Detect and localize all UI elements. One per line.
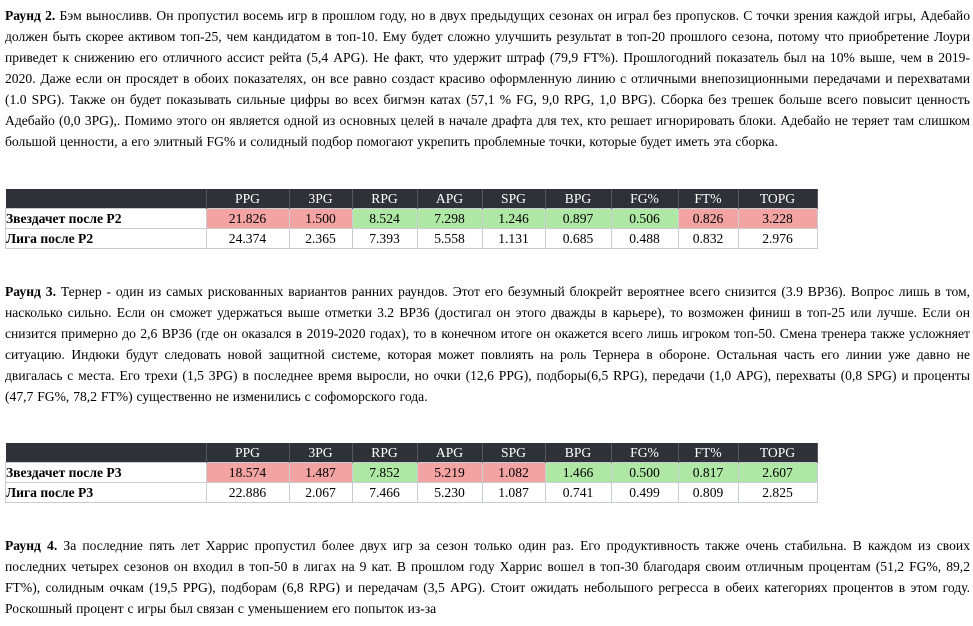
row-label: Звездачет после Р2 [6, 209, 207, 229]
stats-table-round2 [5, 189, 818, 249]
cell-topg: 2.607 [738, 463, 817, 483]
cell-bpg: 0.685 [545, 229, 611, 249]
cell-fg: 0.488 [611, 229, 678, 249]
cell-ppg: 21.826 [206, 209, 289, 229]
col-apg: APG [417, 443, 482, 463]
cell-ppg: 24.374 [206, 229, 289, 249]
cell-3pg: 2.365 [289, 229, 352, 249]
cell-ft: 0.817 [678, 463, 738, 483]
cell-fg: 0.500 [611, 463, 678, 483]
col-apg: APG [417, 189, 482, 209]
col-ppg: PPG [206, 189, 289, 209]
col-topg: TOPG [738, 189, 817, 209]
round4-heading: Раунд 4. [5, 538, 58, 553]
col-rpg: RPG [352, 443, 417, 463]
col-spg: SPG [482, 443, 545, 463]
col-bpg: BPG [545, 443, 611, 463]
cell-topg: 2.825 [738, 483, 817, 503]
cell-fg: 0.499 [611, 483, 678, 503]
cell-3pg: 1.487 [289, 463, 352, 483]
col-topg: TOPG [738, 443, 817, 463]
row-label: Лига после Р3 [6, 483, 207, 503]
cell-apg: 7.298 [417, 209, 482, 229]
col-3pg: 3PG [289, 443, 352, 463]
table-row [6, 209, 818, 229]
table-corner [6, 189, 207, 209]
col-spg: SPG [482, 189, 545, 209]
col-fg: FG% [611, 443, 678, 463]
cell-apg: 5.230 [417, 483, 482, 503]
cell-spg: 1.087 [482, 483, 545, 503]
col-bpg: BPG [545, 189, 611, 209]
col-ft: FT% [678, 189, 738, 209]
table-row [6, 483, 818, 503]
cell-ft: 0.809 [678, 483, 738, 503]
cell-apg: 5.558 [417, 229, 482, 249]
round3-paragraph [5, 281, 970, 407]
col-ft: FT% [678, 443, 738, 463]
stats-table-round3 [5, 443, 818, 503]
cell-bpg: 0.741 [545, 483, 611, 503]
col-fg: FG% [611, 189, 678, 209]
round4-text: За последние пять лет Харрис пропустил более двух игр за сезон только один раз. Его продуктивность также очень стабильна. В каждом из своих последних четырех сезонов он входил в топ-50 в лигах на 9 кат. В прошлом году Харрис вошел в топ-30 благодаря своим отличным процентам (51,2 FG%, 89,2 FT%), солидным очкам (19,5 PPG), подборам (6,8 RPG) и передачам (3,5 APG). Стоит ожидать небольшого регресса в обеих категориях процентов в этом году. Роскошный процент с игры был связан с уменьшением его попыток из-за [5, 538, 970, 616]
cell-spg: 1.246 [482, 209, 545, 229]
cell-bpg: 1.466 [545, 463, 611, 483]
cell-rpg: 7.466 [352, 483, 417, 503]
col-rpg: RPG [352, 189, 417, 209]
cell-topg: 3.228 [738, 209, 817, 229]
cell-3pg: 2.067 [289, 483, 352, 503]
cell-topg: 2.976 [738, 229, 817, 249]
round3-heading: Раунд 3. [5, 284, 56, 299]
round2-paragraph [5, 5, 970, 152]
cell-spg: 1.131 [482, 229, 545, 249]
cell-ppg: 22.886 [206, 483, 289, 503]
round3-text: Тернер - один из самых рискованных вариантов ранних раундов. Этот его безумный блокрейт вероятнее всего снизится (3.9 BP36). Вопрос лишь в том, насколько сильно. Если он сможет удержаться выше отметки 3.2 BP36 (достигал он этого дважды в карьере), то возможен финиш в топ-25 или лучше. Если он снизится примерно до 2,6 BP36 (где он оказался в 2019-2020 годах), то в конечном итоге он окажется всего лишь игроком топ-50. Смена тренера также усложняет ситуацию. Индюки будут следовать новой защитной системе, которая может повлиять на роль Тернера в обороне. Остальная часть его линии уже давно не двигалась с места. Его трехи (1,5 3PG) в последнее время выросли, но очки (12,6 PPG), подборы(6,5 RPG), передачи (1,0 APG), перехваты (0,8 SPG) и проценты (47,7 FG%, 78,2 FT%) существенно не изменились с софоморского года. [5, 284, 970, 404]
table-row [6, 229, 818, 249]
cell-bpg: 0.897 [545, 209, 611, 229]
round2-text: Бэм выносливв. Он пропустил восемь игр в прошлом году, но в двух предыдущих сезонах он играл без пропусков. С точки зрения каждой игры, Адебайо должен быть скорее активом топ-25, чем кандидатом в топ-10. Ему будет сложно улучшить результат в топ-20 прошлого сезона, потому что приобретение Лоури приведет к снижению его отличного ассист рейта (5,4 APG). Не факт, что удержит штраф (79,9 FT%). Прошлогодний показатель был на 10% выше, чем в 2019-2020. Даже если он просядет в обоих показателях, он все равно создаст красиво оформленную линию с отличными внепозиционными передачами и перехватами (1.0 SPG). Также он будет показывать сильные цифры во всех бигмэн катах (57,1 % FG, 9,0 RPG, 1,0 BPG). Сборка без трешек больше всего повысит ценность Адебайо (0,0 3PG),. Помимо этого он является одной из основных целей в начале драфта для тех, кто решает игнорировать блоки. Адебайо не теряет там слишком большой ценности, а его элитный FG% и солидный подбор помогают укрепить проблемные точки, которые будет иметь эта сборка. [5, 8, 970, 149]
row-label: Звездачет после Р3 [6, 463, 207, 483]
round2-heading: Раунд 2. [5, 8, 56, 23]
cell-ppg: 18.574 [206, 463, 289, 483]
cell-spg: 1.082 [482, 463, 545, 483]
cell-rpg: 8.524 [352, 209, 417, 229]
cell-rpg: 7.852 [352, 463, 417, 483]
col-3pg: 3PG [289, 189, 352, 209]
table-row [6, 463, 818, 483]
cell-fg: 0.506 [611, 209, 678, 229]
cell-ft: 0.832 [678, 229, 738, 249]
cell-apg: 5.219 [417, 463, 482, 483]
cell-ft: 0.826 [678, 209, 738, 229]
table-corner [6, 443, 207, 463]
col-ppg: PPG [206, 443, 289, 463]
cell-3pg: 1.500 [289, 209, 352, 229]
row-label: Лига после Р2 [6, 229, 207, 249]
round4-paragraph [5, 535, 970, 619]
cell-rpg: 7.393 [352, 229, 417, 249]
